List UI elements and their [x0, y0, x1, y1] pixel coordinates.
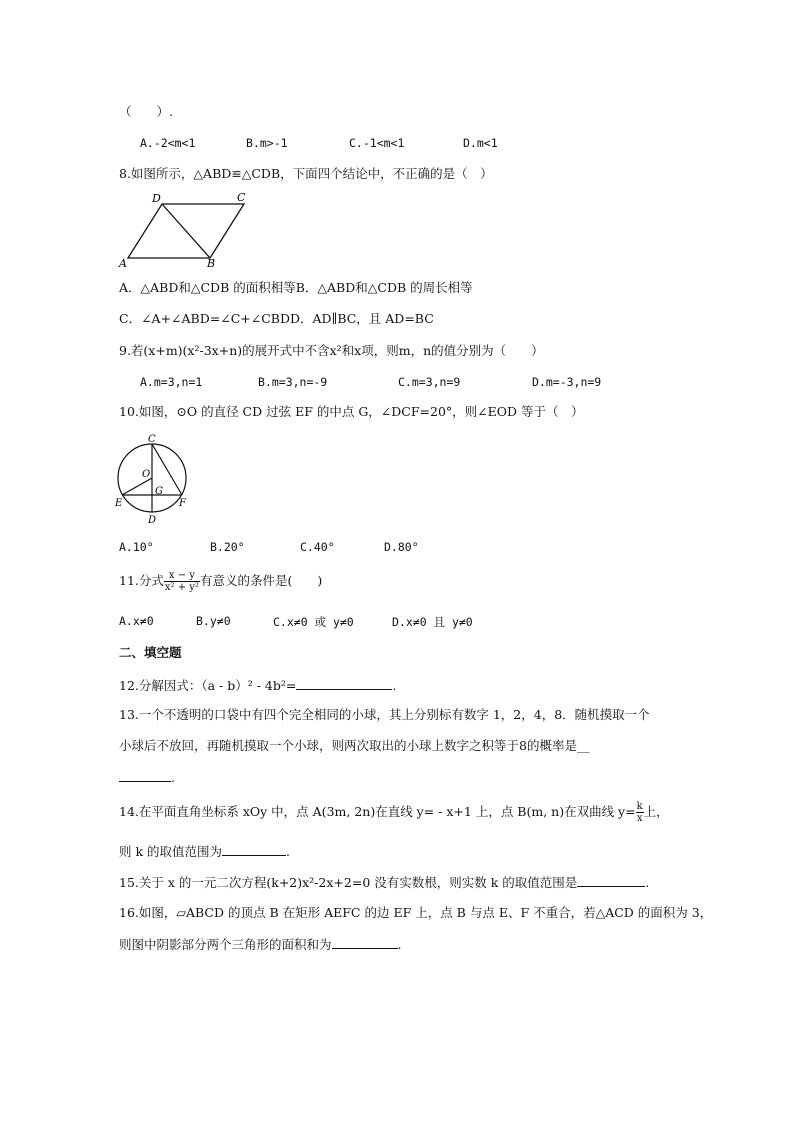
q8-stem: 8.如图所示，△ABD≌△CDB，下面四个结论中，不正确的是（ ）	[119, 166, 493, 181]
section-fill-in-title: 二、填空题	[119, 645, 182, 660]
q16-answer-blank[interactable]	[332, 936, 398, 949]
q9-stem: 9.若(x+m)(x²-3x+n)的展开式中不含x²和x项，则m，n的值分别为（ ）	[119, 343, 544, 358]
q11-stem	[119, 568, 322, 594]
q11-fraction-numerator: x − y	[164, 570, 200, 582]
q11-option-a: A.x≠0	[119, 614, 154, 628]
q14-fraction-denominator: x	[636, 813, 643, 824]
q10-label-g: G	[155, 486, 163, 497]
q10-option-d: D.80°	[384, 540, 419, 554]
q9-option-d: D.m=-3,n=9	[532, 375, 602, 389]
q10-label-e: E	[115, 498, 123, 509]
q12-text: 12.分解因式：（a - b）² - 4b²=	[119, 678, 297, 693]
q14-fraction-numerator: k	[636, 801, 643, 812]
q13-end: .	[171, 770, 175, 785]
q10-label-f: F	[179, 498, 186, 509]
q14-line2	[119, 843, 290, 860]
q10-option-b: B.20°	[210, 540, 245, 554]
q11-stem-prefix: 11.分式	[119, 573, 164, 588]
q10-label-o: O	[142, 469, 151, 480]
q8-diagonal-db	[162, 204, 210, 258]
q11-option-b: B.y≠0	[196, 614, 231, 628]
q14-line1	[119, 799, 669, 825]
q8-label-d: D	[152, 192, 161, 205]
q7-option-a: A.-2<m<1	[140, 136, 196, 150]
q16-line2	[119, 936, 402, 953]
q9-option-c: C.m=3,n=9	[398, 375, 461, 389]
q7-option-d: D.m<1	[463, 136, 498, 150]
q14-line1-suffix: 上，	[643, 804, 669, 819]
q8-label-b: B	[207, 257, 216, 268]
q9-option-b: B.m=3,n=-9	[258, 375, 328, 389]
q16-line2-text: 则图中阴影部分两个三角形的面积和为	[119, 937, 332, 952]
q11-stem-suffix: 有意义的条件是( )	[199, 573, 323, 588]
q15-end: .	[645, 875, 650, 890]
q12-end: .	[392, 678, 397, 693]
q14-end: .	[286, 844, 291, 859]
q10-label-d: D	[148, 515, 157, 524]
q13-line2: 小球后不放回，再随机摸取一个小球，则两次取出的小球上数字之积等于8的概率是__	[119, 738, 590, 753]
q8-label-a: A	[119, 257, 127, 268]
q10-label-c: C	[148, 434, 156, 445]
q8-parallelogram-figure	[116, 190, 256, 268]
q10-segment-oe	[122, 478, 152, 495]
q14-fraction	[636, 801, 644, 824]
q11-fraction-denominator: x² + y²	[164, 582, 199, 593]
q11-fraction	[164, 570, 200, 593]
q13-answer-blank[interactable]	[119, 769, 171, 782]
q15-answer-blank[interactable]	[577, 874, 645, 887]
q12-answer-blank[interactable]	[296, 677, 392, 690]
q9-option-a: A.m=3,n=1	[140, 375, 203, 389]
q14-line1-prefix: 14.在平面直角坐标系 xOy 中，点 A(3m, 2n)在直线 y= - x+1 上，点 B(m, n)在双曲线 y=	[119, 804, 636, 819]
q10-circle-figure	[115, 432, 195, 524]
q10-stem: 10.如图，⊙O 的直径 CD 过弦 EF 的中点 G，∠DCF=20°，则∠EOD 等于（ ）	[119, 404, 584, 419]
q16-end: .	[397, 937, 402, 952]
q7-option-c: C.-1<m<1	[349, 136, 405, 150]
q8-options-line2: C．∠A+∠ABD=∠C+∠CBDD．AD∥BC，且 AD=BC	[119, 311, 434, 326]
q14-line2-text: 则 k 的取值范围为	[119, 844, 223, 859]
q16-line1: 16.如图，▱ABCD 的顶点 B 在矩形 AEFC 的边 EF 上，点 B 与点 E、F 不重合，若△ACD 的面积为 3，	[119, 905, 713, 920]
q12-line	[119, 677, 396, 694]
q10-option-c: C.40°	[300, 540, 335, 554]
q15-text: 15.关于 x 的一元二次方程(k+2)x²-2x+2=0 没有实数根，则实数 k 的取值范围是	[119, 875, 578, 890]
q7-stem-tail: （ ）.	[119, 104, 173, 119]
q8-label-c: C	[237, 191, 246, 204]
q11-option-d: D.x≠0 且 y≠0	[392, 615, 473, 629]
q13-line1: 13.一个不透明的口袋中有四个完全相同的小球，其上分别标有数字 1，2，4，8．随机摸取一个	[119, 707, 650, 722]
q14-answer-blank[interactable]	[222, 843, 286, 856]
q11-option-c: C.x≠0 或 y≠0	[273, 615, 354, 629]
q8-options-line1: A．△ABD和△CDB 的面积相等B．△ABD和△CDB 的周长相等	[119, 280, 473, 295]
q7-option-b: B.m>-1	[246, 136, 288, 150]
q10-option-a: A.10°	[119, 540, 154, 554]
q15-line	[119, 874, 649, 891]
q13-line3	[119, 769, 175, 786]
